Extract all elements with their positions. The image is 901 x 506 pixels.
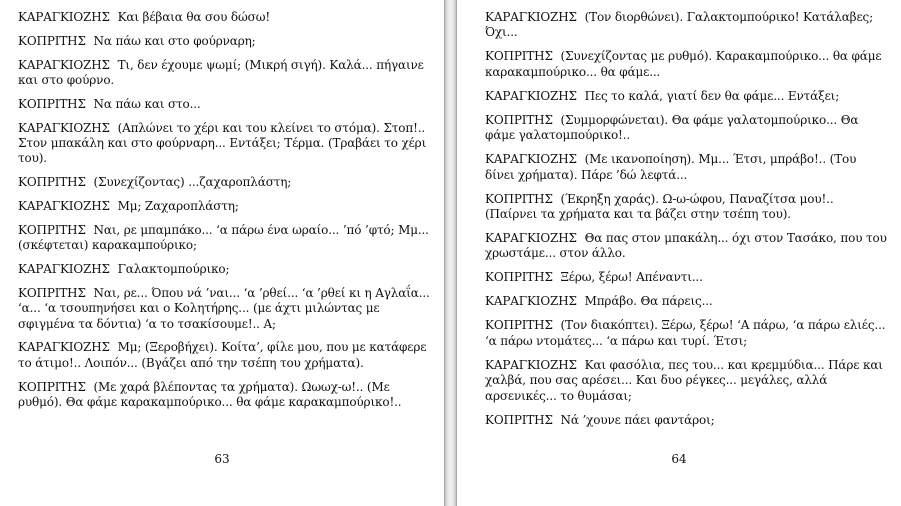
dialogue-line: [485, 152, 887, 183]
speaker-name: ΚΟΠΡΙΤΗΣ: [485, 191, 553, 206]
dialogue-text: Και φασόλια, πες του... και κρεμμύδια... Πάρε και χαλβά, που σας αρέσει... Και δυο ρέγκες... μεγάλες, αλλά αρσενικές... το θυμάσαι;: [485, 357, 883, 403]
dialogue-line: [485, 270, 887, 285]
dialogue-text: (Τον διορθώνει). Γαλακτομπούρικο! Κατάλαβες; Όχι...: [485, 10, 873, 40]
speaker-name: ΚΟΠΡΙΤΗΣ: [485, 412, 553, 427]
speaker-name: ΚΑΡΑΓΚΙΟΖΗΣ: [18, 57, 110, 72]
dialogue-text: Νά ’χουνε πάει φαντάροι;: [560, 412, 715, 427]
dialogue-text: Μμ; (Ξεροβήχει). Κοίτα’, φίλε μου, που με κατάφερε το άτιμο!.. Λοιπόν... (Βγάζει από την τσέπη του χρήματα).: [18, 340, 427, 370]
dialogue-text: Τι, δεν έχουμε ψωμί; (Μικρή σιγή). Καλά... πήγαινε και στο φούρνο.: [18, 57, 424, 87]
dialogue-line: [485, 318, 887, 349]
dialogue-line: [18, 262, 432, 277]
speaker-name: ΚΟΠΡΙΤΗΣ: [485, 318, 553, 333]
speaker-name: ΚΟΠΡΙΤΗΣ: [18, 175, 86, 190]
dialogue-line: [18, 175, 432, 190]
speaker-name: ΚΟΠΡΙΤΗΣ: [18, 285, 86, 300]
dialogue-line: [485, 231, 887, 262]
dialogue-line: [18, 97, 432, 112]
speaker-name: ΚΟΠΡΙΤΗΣ: [485, 49, 553, 64]
page-gutter: [444, 0, 457, 506]
dialogue-line: [485, 113, 887, 144]
dialogue-text: Ξέρω, ξέρω! Απέναντι...: [560, 270, 703, 285]
speaker-name: ΚΟΠΡΙΤΗΣ: [485, 112, 553, 127]
dialogue-line: [18, 380, 432, 411]
page-number: 63: [214, 452, 230, 466]
dialogue-line: [18, 340, 432, 371]
speaker-name: ΚΑΡΑΓΚΙΟΖΗΣ: [485, 357, 577, 372]
speaker-name: ΚΑΡΑΓΚΙΟΖΗΣ: [485, 231, 577, 246]
speaker-name: ΚΟΠΡΙΤΗΣ: [485, 270, 553, 285]
dialogue-line: [485, 49, 887, 80]
dialogue-text: Μπράβο. Θα πάρεις...: [584, 294, 713, 309]
dialogue-text: Ναι, ρε μπαμπάκο... ‘α πάρω ένα ωραίο... ’πό ’φτό; Μμ... (σκέφτεται) καρακαμπούρικο;: [18, 222, 429, 253]
speaker-name: ΚΑΡΑΓΚΙΟΖΗΣ: [18, 199, 110, 213]
speaker-name: ΚΟΠΡΙΤΗΣ: [18, 96, 86, 111]
dialogue-text: (Συνεχίζοντας) ...ζαχαροπλάστη;: [93, 175, 292, 190]
dialogue-text: Και βέβαια θα σου δώσω!: [117, 10, 270, 24]
dialogue-line: [485, 10, 887, 41]
page-number: 64: [671, 452, 687, 466]
dialogue-text: Πες το καλά, γιατί δεν θα φάμε... Εντάξει;: [584, 88, 840, 103]
dialogue-line: [485, 89, 887, 104]
dialogue-text: Ναι, ρε... Όπου νά ’ναι... ‘α ’ρθεί... ‘α ’ρθεί κι η Αγλαΐα... ‘α... ‘α τσουπηνήσει και ο Κολητήρης... (με άχτι μιλώντας με σφιγμένα τα δόντια) ‘α το τσακίσουμε!.. Α;: [18, 285, 430, 331]
dialogue-text: (Συνεχίζοντας με ρυθμό). Καρακαμπούρικο... θα φάμε καρακαμπούρικο... θα φάμε...: [485, 49, 882, 79]
speaker-name: ΚΑΡΑΓΚΙΟΖΗΣ: [485, 294, 577, 309]
dialogue-line: [485, 358, 887, 404]
dialogue-text: Να πάω και στο...: [93, 96, 201, 111]
speaker-name: ΚΑΡΑΓΚΙΟΖΗΣ: [485, 88, 577, 103]
speaker-name: ΚΑΡΑΓΚΙΟΖΗΣ: [18, 262, 110, 276]
speaker-name: ΚΑΡΑΓΚΙΟΖΗΣ: [18, 10, 110, 24]
dialogue-line: [18, 10, 432, 25]
dialogue-text: Γαλακτομπούρικο;: [117, 262, 230, 276]
dialogue-text: (Απλώνει το χέρι και του κλείνει το στόμα). Στοπ!.. Στον μπακάλη και στο φούρναρη... Εντάξει; Τέρμα. (Τραβάει το χέρι του).: [18, 120, 427, 166]
dialogue-line: [18, 223, 432, 254]
dialogue-text: (Συμμορφώνεται). Θα φάμε γαλατομπούρικο... Θα φάμε γαλατομπούρικο!..: [485, 112, 859, 143]
dialogue-line: [18, 121, 432, 167]
page-64: [457, 0, 901, 506]
dialogue-text: Να πάω και στο φούρναρη;: [93, 33, 256, 48]
speaker-name: ΚΟΠΡΙΤΗΣ: [18, 379, 86, 394]
dialogue-line: [18, 34, 432, 49]
dialogue-text: (Με χαρά βλέποντας τα χρήματα). Ωωωχ-ω!.. (Με ρυθμό). Θα φάμε καρακαμπούρικο... θα φάμε καρακαμπούρικο!..: [18, 379, 402, 410]
dialogue-text: (Τον διακόπτει). Ξέρω, ξέρω! ‘Α πάρω, ‘α πάρω ελιές... ‘α πάρω ντομάτες... ‘α πάρω και τυρί. Έτσι;: [485, 318, 886, 348]
dialogue-line: [18, 58, 432, 89]
dialogue-line: [485, 413, 887, 428]
speaker-name: ΚΑΡΑΓΚΙΟΖΗΣ: [18, 340, 110, 355]
page-63: [0, 0, 444, 506]
speaker-name: ΚΑΡΑΓΚΙΟΖΗΣ: [485, 10, 577, 24]
dialogue-line: [18, 286, 432, 332]
speaker-name: ΚΟΠΡΙΤΗΣ: [18, 33, 86, 48]
dialogue-text: Θα πας στον μπακάλη... όχι στον Τασάκο, που του χρωστάμε... στον άλλο.: [485, 231, 887, 261]
speaker-name: ΚΑΡΑΓΚΙΟΖΗΣ: [18, 120, 110, 135]
dialogue-text: (Έκρηξη χαράς). Ω-ω-ώφου, Παναζίτσα μου!.. (Παίρνει τα χρήματα και τα βάζει στην τσέπη του).: [485, 191, 834, 222]
dialogue-text: Μμ; Ζαχαροπλάστη;: [117, 199, 239, 213]
dialogue-line: [18, 199, 432, 214]
speaker-name: ΚΟΠΡΙΤΗΣ: [18, 222, 86, 237]
speaker-name: ΚΑΡΑΓΚΙΟΖΗΣ: [485, 152, 577, 167]
dialogue-line: [485, 294, 887, 309]
dialogue-line: [485, 192, 887, 223]
dialogue-text: (Με ικανοποίηση). Μμ... Έτσι, μπράβο!.. (Του δίνει χρήματα). Πάρε ’δώ λεφτά...: [485, 152, 857, 182]
